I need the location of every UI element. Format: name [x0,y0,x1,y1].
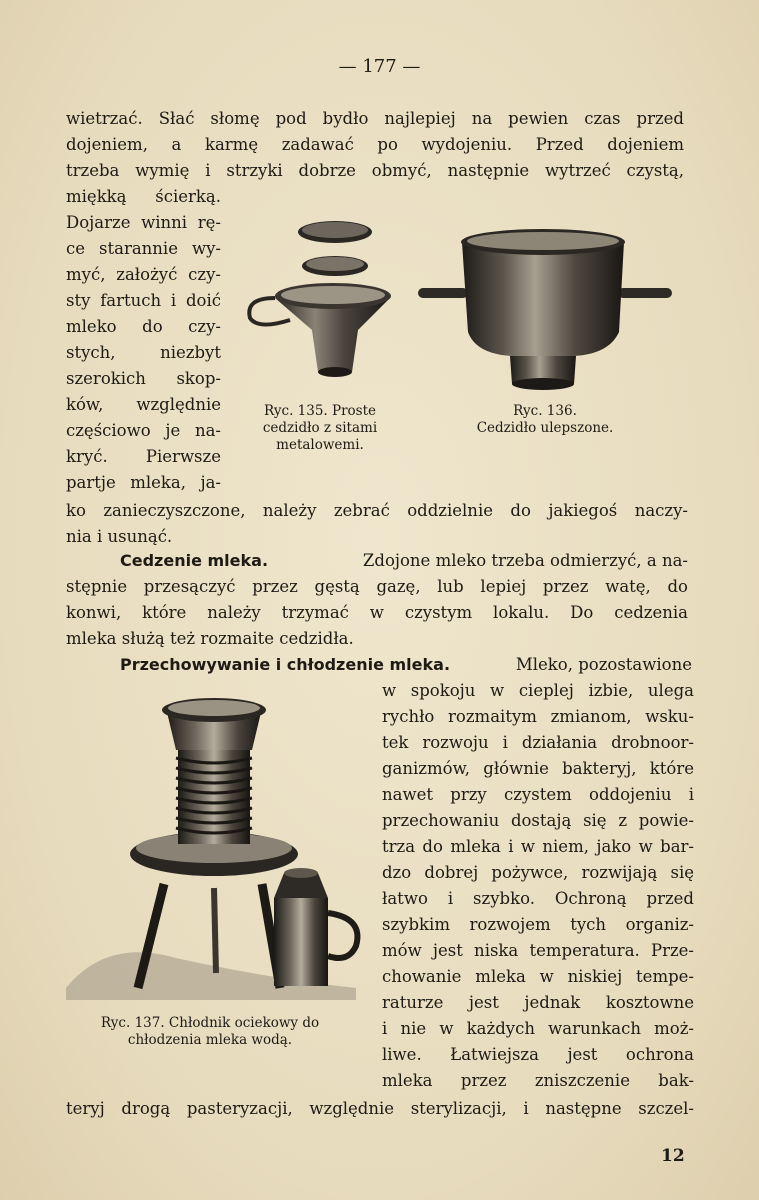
body-line: chowanie mleka w niskiej tempe- [382,967,694,986]
body-line: tek rozwoju i działania drobnoor- [382,733,694,752]
milk-cooler-illustration [66,688,366,1000]
body-line: łatwo i szybko. Ochroną przed [382,889,694,908]
body-line: szybkim rozwojem tych organiz- [382,915,694,934]
simple-strainer-illustration [240,210,400,390]
body-line: ganizmów, głównie bakteryj, które [382,759,694,778]
figure-caption: chłodzenia mleka wodą. [127,1032,293,1048]
improved-strainer-illustration [414,222,676,397]
heading-cedzenie: Cedzenie mleka. [120,551,269,570]
body-line: wietrzać. Słać słomę pod bydło najlepiej na pewien czas przed [66,109,684,128]
figure-caption: Ryc. 136. [513,403,577,419]
figure-caption: Ryc. 137. Chłodnik ociekowy do [100,1015,320,1031]
section-heading [120,550,688,572]
body-line: ków, względnie [66,395,221,414]
figure-caption: cedzidło z sitami [262,420,378,436]
body-line: nawet przy czystem oddojeniu i [382,785,694,804]
body-line: ce starannie wy- [66,239,221,258]
body-line: nia i usunąć. [66,527,173,546]
body-line: przechowaniu dostają się z powie- [382,811,694,830]
body-line: rychło rozmaitym zmianom, wsku- [382,707,694,726]
body-text: Mleko, pozostawione [515,655,692,674]
body-line: ko zanieczyszczone, należy zebrać oddzielnie do jakiegoś naczy- [66,501,688,520]
heading-przechowywanie: Przechowywanie i chłodzenie mleka. [120,655,451,674]
body-line: miękką ścierką. [66,187,221,206]
body-line: sty fartuch i doić [66,291,221,310]
body-line: dzo dobrej pożywce, rozwijają się [382,863,694,882]
body-line: teryj drogą pasteryzacji, względnie sterylizacji, i następne szczel- [66,1099,694,1118]
body-line: Dojarze winni rę- [66,213,221,232]
body-line: myć, założyć czy- [66,265,221,284]
body-line: i nie w każdych warunkach moż- [382,1019,694,1038]
body-line: konwi, które należy trzymać w czystym lokalu. Do cedzenia [66,603,688,622]
page-header: — 177 — [338,56,421,77]
body-line: stępnie przesączyć przez gęstą gazę, lub lepiej przez watę, do [66,577,688,596]
body-line: kryć. Pierwsze [66,447,221,466]
body-line: w spokoju w cieplej izbie, ulega [382,681,694,700]
body-line: częściowo je na- [66,421,221,440]
body-line: trzeba wymię i strzyki dobrze obmyć, następnie wytrzeć czystą, [66,161,684,180]
figure-caption: Cedzidło ulepszone. [476,420,614,436]
page-footer-number: 12 [661,1146,685,1166]
body-line: stych, niezbyt [66,343,221,362]
section-heading [120,654,692,676]
figure-caption: metalowemi. [276,437,364,453]
body-line: mleka przez zniszczenie bak- [382,1071,694,1090]
body-line: partje mleka, ja- [66,473,221,492]
body-line: mleka służą też rozmaite cedzidła. [66,629,354,648]
body-line: dojeniem, a karmę zadawać po wydojeniu. Przed dojeniem [66,135,684,154]
body-line: mów jest niska temperatura. Prze- [382,941,694,960]
figure-caption: Ryc. 135. Proste [263,403,377,419]
body-line: liwe. Łatwiejsza jest ochrona [382,1045,694,1064]
body-line: szerokich skop- [66,369,221,388]
body-line: trza do mleka i w niem, jako w bar- [382,837,694,856]
body-text: Zdojone mleko trzeba odmierzyć, a na- [362,551,688,570]
body-line: mleko do czy- [66,317,221,336]
body-line: raturze jest jednak kosztowne [382,993,694,1012]
